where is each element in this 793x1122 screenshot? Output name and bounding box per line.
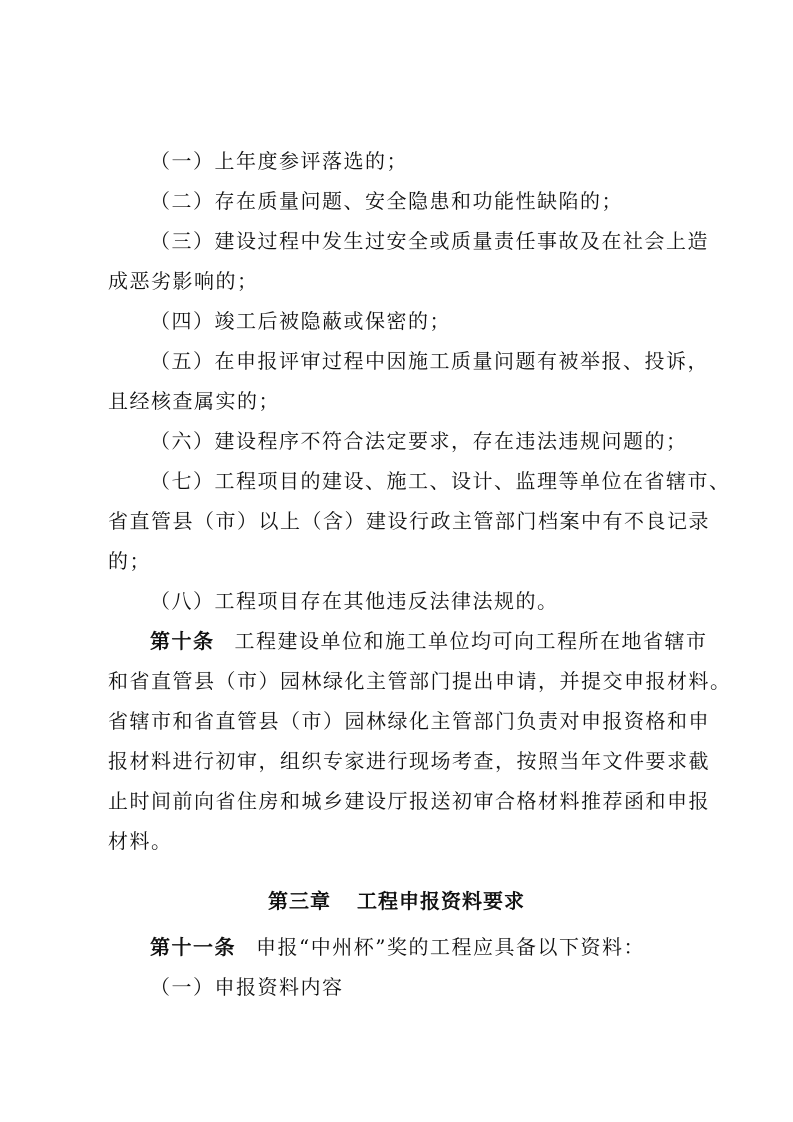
- article-11-label: 第十一条: [150, 935, 236, 959]
- article-11-text: 申报“中州杯”奖的工程应具备以下资料：: [256, 935, 645, 959]
- chapter-heading: [0, 886, 793, 916]
- article-10-line-5: 止时间前向省住房和城乡建设厅报送初审合格材料推荐函和申报: [108, 789, 710, 813]
- list-item-5-line-2: 且经核查属实的；: [108, 389, 280, 413]
- list-item-3-line-1: （三）建设过程中发生过安全或质量责任事故及在社会上造: [150, 229, 709, 253]
- list-item-next: （一）申报资料内容: [150, 975, 344, 999]
- article-10-line-3: 省辖市和省直管县（市）园林绿化主管部门负责对申报资格和申: [108, 709, 710, 733]
- article-10-line-4: 报材料进行初审，组织专家进行现场考查，按照当年文件要求截: [108, 749, 710, 773]
- chapter-title: 工程申报资料要求: [357, 889, 525, 913]
- chapter-number: 第三章: [268, 889, 331, 913]
- article-10-line-6: 材料。: [108, 829, 173, 853]
- list-item-4: （四）竣工后被隐蔽或保密的；: [150, 309, 451, 333]
- list-item-7-line-2: 省直管县（市）以上（含）建设行政主管部门档案中有不良记录: [108, 509, 710, 533]
- article-10-text-start: 工程建设单位和施工单位均可向工程所在地省辖市: [234, 629, 708, 653]
- list-item-2: （二）存在质量问题、安全隐患和功能性缺陷的；: [150, 189, 623, 213]
- article-10-line-2: 和省直管县（市）园林绿化主管部门提出申请，并提交申报材料。: [108, 669, 732, 693]
- list-item-8: （八）工程项目存在其他违反法律法规的。: [150, 589, 559, 613]
- list-item-7-line-3: 的；: [108, 549, 151, 573]
- list-item-1: （一）上年度参评落选的；: [150, 149, 408, 173]
- list-item-5-line-1: （五）在申报评审过程中因施工质量问题有被举报、投诉，: [150, 349, 709, 373]
- list-item-6: （六）建设程序不符合法定要求，存在违法违规问题的；: [150, 429, 688, 453]
- article-10-first-line: [150, 626, 708, 656]
- article-11-line: [150, 932, 690, 962]
- article-10-label: 第十条: [150, 629, 215, 653]
- list-item-7-line-1: （七）工程项目的建设、施工、设计、监理等单位在省辖市、: [150, 469, 731, 493]
- list-item-3-line-2: 成恶劣影响的；: [108, 269, 259, 293]
